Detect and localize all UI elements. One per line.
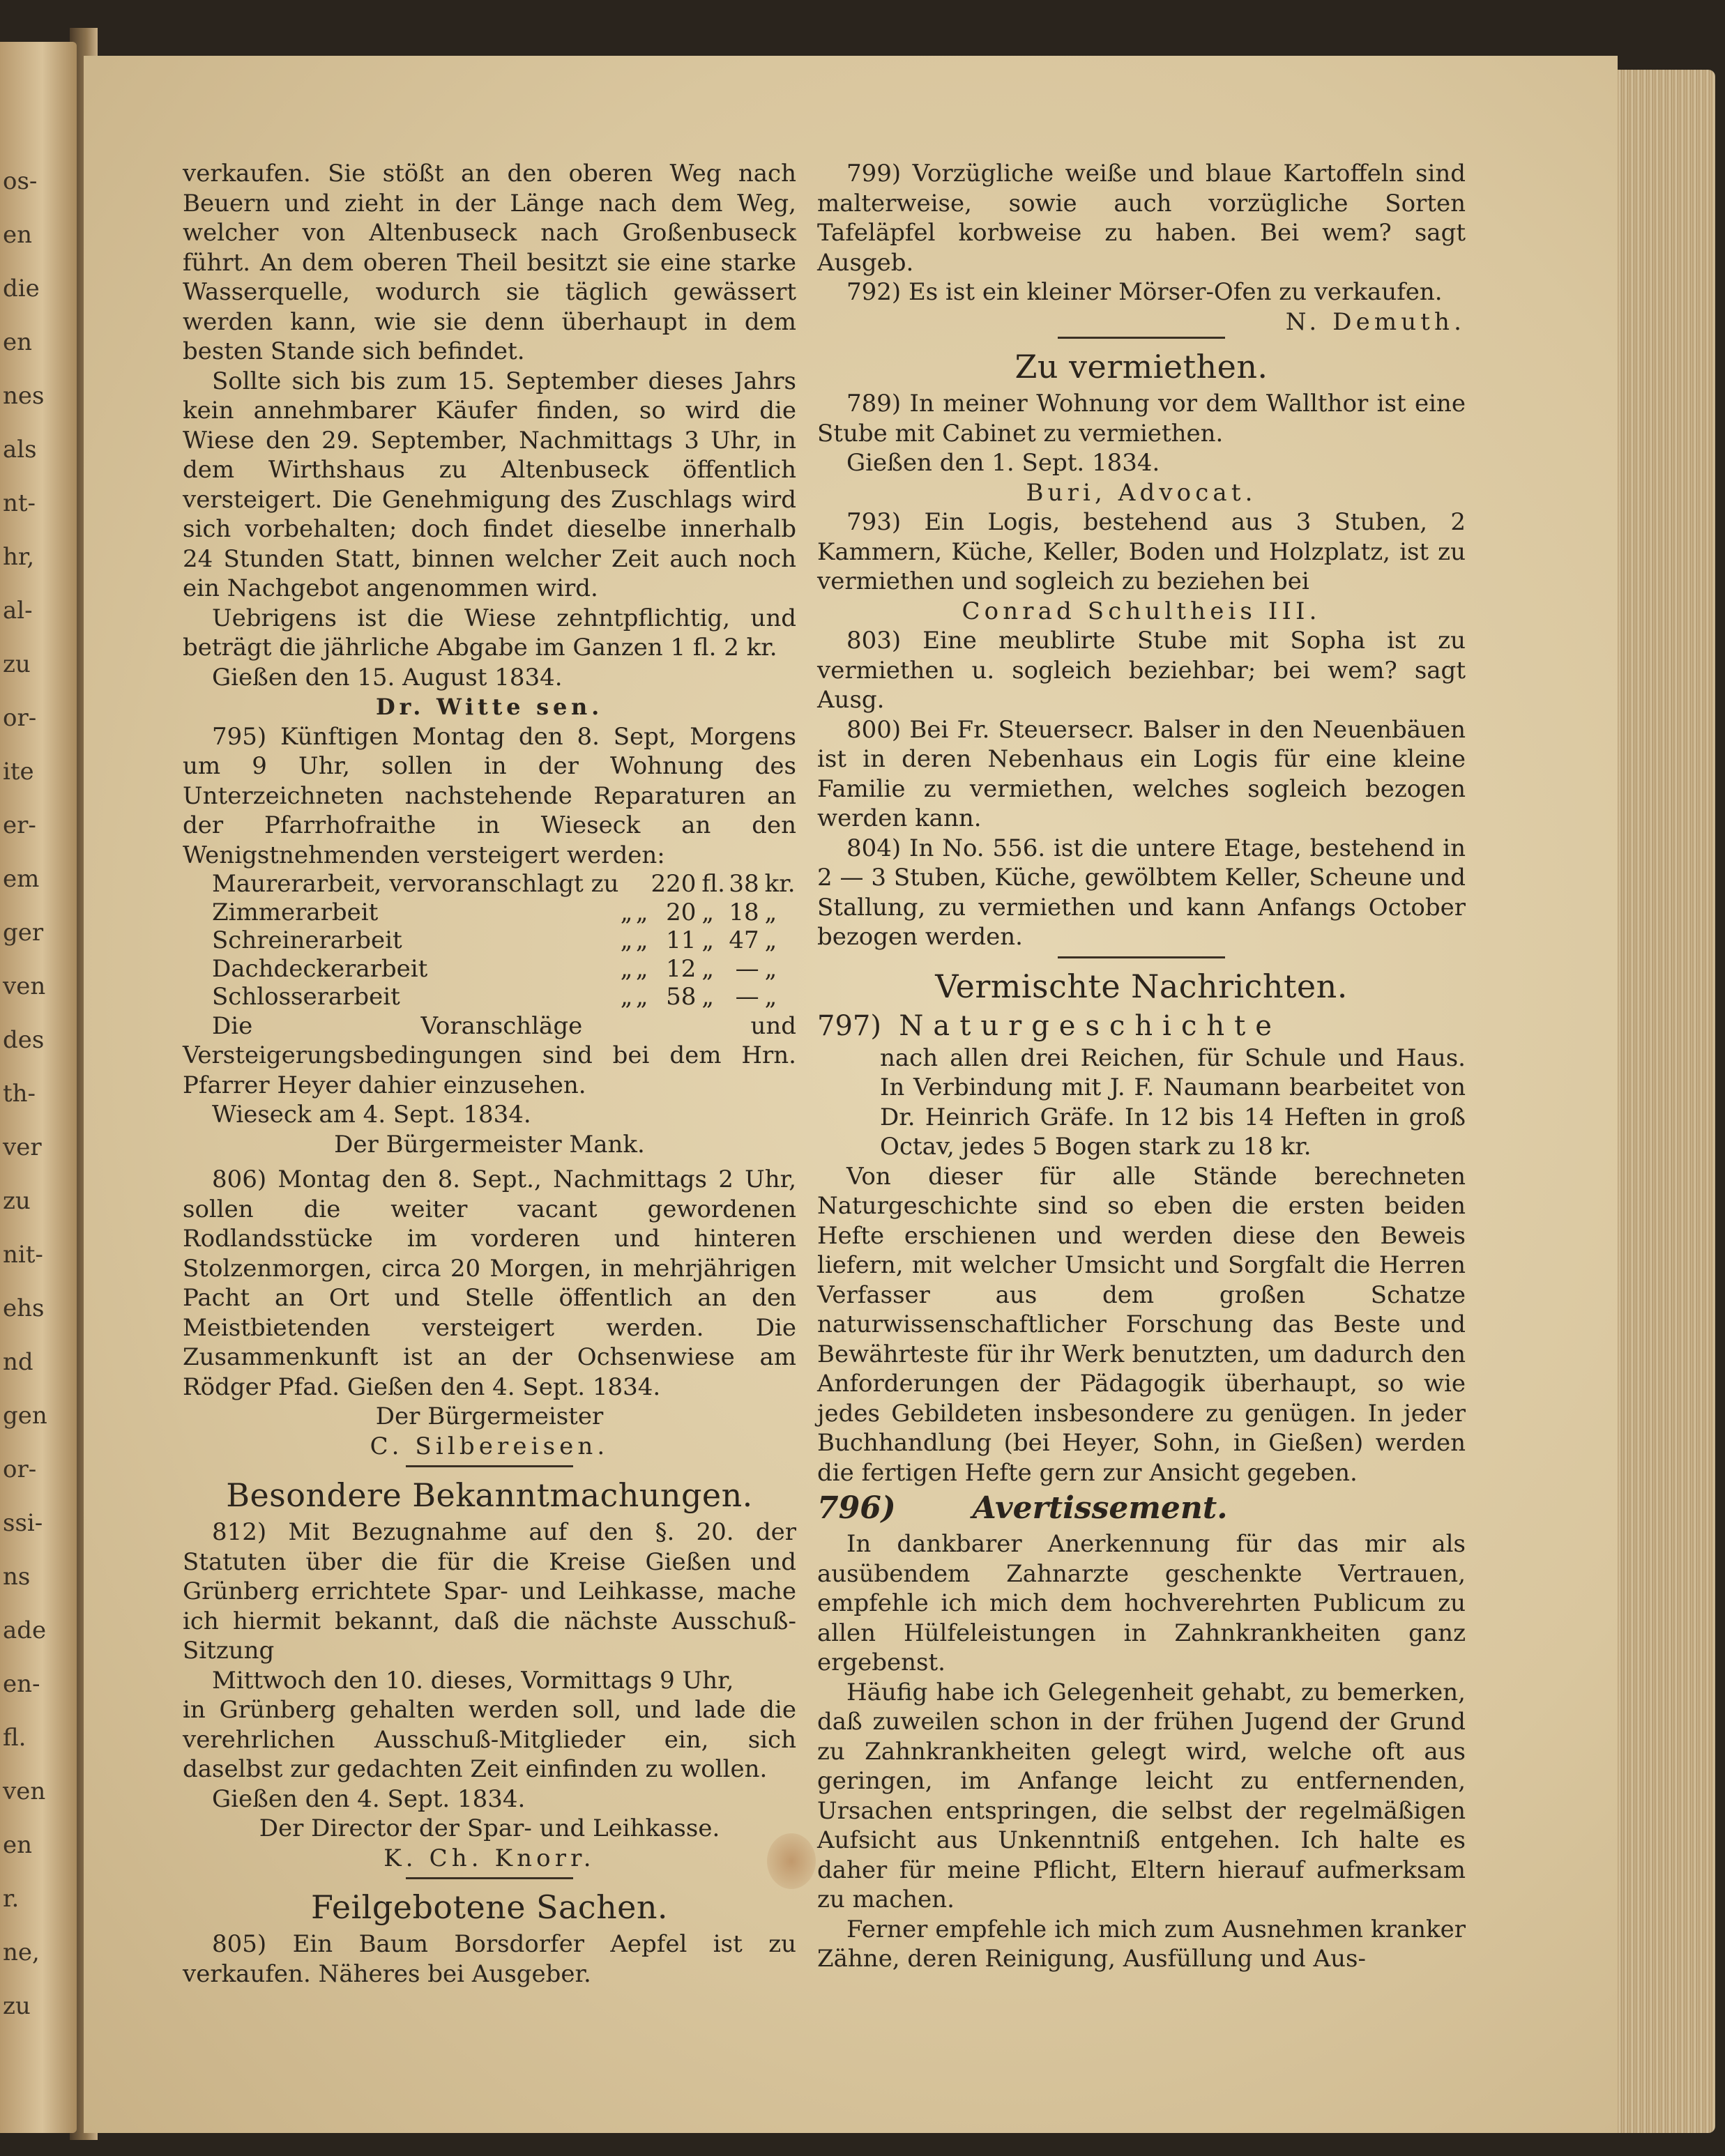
notice-806: 806) Montag den 8. Sept., Nachmittags 2 Uhr, sollen die weiter vacant gewordenen Rodlandsstücke im vorderen und hinteren Stolzenmorgen, circa 20 Morgen, in mehrjährigen Pacht an Ort und Stelle öffentlich an den Meistbietenden versteigert werden. Die Zusammenkunft ist an der Ochsenwiese am Rödger Pfad. Gießen den 4. Sept. 1834. bbox=[183, 1165, 796, 1401]
cost-cell-q2: „ bbox=[635, 983, 648, 1011]
date-line: Wieseck am 4. Sept. 1834. bbox=[212, 1101, 531, 1129]
cost-cell-kr: — bbox=[735, 983, 759, 1011]
notice-804: 804) In No. 556. ist die untere Etage, bestehend in 2 — 3 Stuben, Küche, gewölbtem Keller, Scheune und Stallung, zu vermiethen und kann Anfangs October bezogen werden. bbox=[817, 834, 1466, 951]
facing-page-fragment: zu bbox=[3, 650, 31, 678]
paragraph: Von dieser für alle Stände berechneten Naturgeschichte sind so eben die ersten beiden Hefte erschienen und werden diese den Beweis liefern, mit welcher Umsicht und Sorgfalt die Herren Verfasser aus dem großen Schatze naturwissenschaftlicher Forschung das Beste und Bewährteste für ihr Werk benutzten, um dadurch den Anforderungen der Pädagogik überhaupt, so wie jedes Gebildeten insbesondere zu genügen. In jeder Buchhandlung (bei Heyer, Sohn, in Gießen) werden die fertigen Hefte gern zur Ansicht gegeben. bbox=[817, 1162, 1466, 1487]
paragraph: in Grünberg gehalten werden soll, und lade die verehrlichen Ausschuß-Mitglieder ein, sich daselbst zur gedachten Zeit einfinden zu wollen. bbox=[183, 1696, 796, 1783]
facing-page-fragment: ger bbox=[3, 919, 44, 947]
facing-page-fragment: ssi- bbox=[3, 1509, 43, 1537]
facing-page-fragment: th- bbox=[3, 1080, 36, 1108]
facing-page-fragment: als bbox=[3, 436, 37, 464]
date-line: Gießen den 1. Sept. 1834. bbox=[846, 449, 1160, 477]
cost-cell-kr-unit: „ bbox=[764, 983, 777, 1011]
section-heading: Zu vermiethen. bbox=[1015, 348, 1268, 385]
facing-page-fragment: nt- bbox=[3, 489, 36, 517]
divider bbox=[1058, 337, 1225, 339]
facing-page-fragment: hr, bbox=[3, 543, 35, 571]
facing-page-fragment: al- bbox=[3, 597, 33, 625]
cost-cell-label: Dachdeckerarbeit bbox=[212, 954, 428, 983]
paragraph: verkaufen. Sie stößt an den oberen Weg nach Beuern und zieht in der Länge nach dem Weg, welcher von Altenbuseck nach Großenbuseck führt. An dem oberen Theil besitzt sie eine starke Wasserquelle, wodurch sie täglich gewässert werden kann, wie sie denn überhaupt in dem besten Stande sich befindet. bbox=[183, 160, 796, 365]
notice-799: 799) Vorzügliche weiße und blaue Kartoffeln sind malterweise, sowie auch vorzügliche Sorten Tafeläpfel korbweise zu haben. Bei wem? sagt Ausgeb. bbox=[817, 160, 1466, 277]
cost-cell-q1: „ bbox=[620, 983, 633, 1011]
paragraph: Ferner empfehle ich mich zum Ausnehmen kranker Zähne, deren Reinigung, Ausfüllung und Aus- bbox=[817, 1915, 1466, 1973]
cost-cell-q2: „ bbox=[635, 926, 648, 954]
facing-page-fragment: des bbox=[3, 1026, 45, 1054]
cost-cell-kr: 18 bbox=[729, 898, 759, 926]
notice-792: 792) Es ist ein kleiner Mörser-Ofen zu verkaufen. N. Demuth. bbox=[846, 278, 1466, 336]
cost-cell-q1 bbox=[618, 870, 634, 899]
cost-cell-q1: „ bbox=[620, 898, 633, 926]
cost-table bbox=[183, 870, 796, 1011]
divider bbox=[406, 1465, 573, 1467]
cost-cell-kr: 38 bbox=[729, 870, 759, 898]
cost-cell-fl: 20 bbox=[666, 898, 697, 926]
cost-cell-kr: — bbox=[735, 954, 759, 983]
facing-page-fragment: en bbox=[3, 221, 33, 249]
cost-row bbox=[183, 983, 796, 1011]
signature: C. Silbereisen. bbox=[370, 1432, 609, 1460]
notice-795: 795) Künftigen Montag den 8. Sept, Morgens um 9 Uhr, sollen in der Wohnung des Unterzeichneten nachstehende Reparaturen an der Pfarrhofraithe in Wieseck an den Wenigstnehmenden versteigert werden: bbox=[183, 722, 796, 869]
divider bbox=[1058, 956, 1225, 958]
signature: Dr. Witte sen. bbox=[376, 694, 603, 720]
left-column bbox=[183, 159, 796, 1989]
facing-page-fragment: or- bbox=[3, 1455, 37, 1483]
cost-cell-fl: 220 bbox=[651, 870, 697, 898]
notice-812: 812) Mit Bezugnahme auf den §. 20. der Statuten über die für die Kreise Gießen und Grünberg errichtete Spar- und Leihkasse, mache ich hiermit bekannt, daß die nächste Ausschuß-Sitzung bbox=[183, 1518, 796, 1665]
facing-page-fragment: ven bbox=[3, 972, 46, 1000]
cost-cell-fl-unit: „ bbox=[701, 926, 715, 954]
facing-page-fragment: die bbox=[3, 275, 40, 303]
facing-page-edge bbox=[0, 42, 77, 2133]
section-heading: Besondere Bekanntmachungen. bbox=[226, 1476, 753, 1514]
facing-page-fragment: er- bbox=[3, 811, 36, 839]
facing-page-fragment: fl. bbox=[3, 1724, 26, 1752]
section-heading: Vermischte Nachrichten. bbox=[935, 967, 1348, 1005]
facing-page-fragment: gen bbox=[3, 1402, 47, 1430]
right-column bbox=[817, 159, 1466, 1974]
avertissement-heading: 796) Avertissement. bbox=[817, 1490, 1228, 1526]
paragraph: In dankbarer Anerkennung für das mir als ausübendem Zahnarzte geschenkte Vertrauen, empfehle ich mich dem hochverehrten Publicum zu allen Hülfeleistungen in Zahnkrankheiten ganz ergebenst. bbox=[817, 1530, 1466, 1676]
facing-page-fragment: nit- bbox=[3, 1241, 43, 1269]
facing-page-fragment: ne, bbox=[3, 1939, 40, 1966]
facing-page-fragment: ns bbox=[3, 1563, 31, 1591]
facing-page-fragment: nd bbox=[3, 1348, 33, 1376]
cost-cell-kr-unit: kr. bbox=[764, 870, 796, 898]
cost-cell-label: Zimmerarbeit bbox=[212, 898, 379, 926]
paragraph: Mittwoch den 10. dieses, Vormittags 9 Uhr, bbox=[212, 1666, 734, 1695]
section-heading: Feilgebotene Sachen. bbox=[310, 1888, 669, 1926]
facing-page-fragment: or- bbox=[3, 704, 37, 732]
notice-789: 789) In meiner Wohnung vor dem Wallthor ist eine Stube mit Cabinet zu vermiethen. bbox=[817, 390, 1466, 448]
facing-page-fragment: ver bbox=[3, 1133, 42, 1161]
cost-cell-fl-unit: „ bbox=[701, 983, 715, 1011]
facing-page-fragment: en bbox=[3, 1831, 33, 1859]
cost-row bbox=[183, 899, 796, 927]
notice-805: 805) Ein Baum Borsdorfer Aepfel ist zu verkaufen. Näheres bei Ausgeber. bbox=[183, 1930, 796, 1988]
notice-803: 803) Eine meublirte Stube mit Sopha ist zu vermiethen u. sogleich beziehbar; bei wem? sagt Ausg. bbox=[817, 627, 1466, 714]
facing-page-fragment: ehs bbox=[3, 1294, 45, 1322]
paragraph: Die Voranschläge und Versteigerungsbedingungen sind bei dem Hrn. Pfarrer Heyer dahier einzusehen. bbox=[183, 1011, 796, 1099]
signature: K. Ch. Knorr. bbox=[383, 1844, 595, 1872]
facing-page-fragment: ite bbox=[3, 758, 34, 786]
paragraph: Häufig habe ich Gelegenheit gehabt, zu bemerken, daß zuweilen schon in der frühen Jugend der Grund zu Zahnkrankheiten gelegt wird, welche oft aus geringen, im Anfange leicht zu entfernenden, Ursachen entspringen, die selbst der regelmäßigen Aufsicht aus Unkenntniß entgehen. Ich halte es daher für meine Pflicht, Eltern hierauf aufmerksam zu machen. bbox=[817, 1678, 1466, 1913]
cost-cell-kr-unit: „ bbox=[764, 926, 777, 954]
cost-cell-q1: „ bbox=[620, 954, 633, 983]
signature: Der Bürgermeister Mank. bbox=[334, 1130, 645, 1159]
cost-cell-fl: 11 bbox=[666, 926, 697, 954]
cost-cell-fl: 58 bbox=[666, 983, 697, 1011]
cost-cell-fl: 12 bbox=[666, 954, 697, 983]
notice-800: 800) Bei Fr. Steuersecr. Balser in den Neuenbäuen ist in deren Nebenhaus ein Logis für eine kleine Familie zu vermiethen, welches sogleich bezogen werden kann. bbox=[817, 715, 1466, 832]
notice-793: 793) Ein Logis, bestehend aus 3 Stuben, 2 Kammern, Küche, Keller, Boden und Holzplatz, ist zu vermiethen und sogleich zu beziehen bei bbox=[817, 508, 1466, 595]
cost-cell-kr: 47 bbox=[729, 926, 759, 954]
cost-cell-kr-unit: „ bbox=[764, 898, 777, 926]
facing-page-fragment: en- bbox=[3, 1670, 40, 1698]
paragraph: Sollte sich bis zum 15. September dieses Jahrs kein annehmbarer Käufer finden, so wird die Wiese den 29. September, Nachmittags 3 Uhr, in dem Wirthshaus zu Altenbuseck öffentlich versteigert. Die Genehmigung des Zuschlags wird sich vorbehalten; doch findet dieselbe innerhalb 24 Stunden Statt, binnen welcher Zeit auch noch ein Nachgebot angenommen wird. bbox=[183, 367, 796, 602]
cost-row bbox=[183, 870, 796, 899]
cost-row bbox=[183, 955, 796, 984]
date-line: Gießen den 15. August 1834. bbox=[212, 663, 563, 691]
cost-cell-fl-unit: „ bbox=[701, 898, 715, 926]
cost-cell-q2: „ bbox=[635, 898, 648, 926]
facing-page-fragment: ven bbox=[3, 1777, 46, 1805]
facing-page-fragment: zu bbox=[3, 1187, 31, 1215]
cost-cell-kr-unit: „ bbox=[764, 954, 777, 983]
cost-cell-q2 bbox=[634, 870, 650, 899]
date-line: Gießen den 4. Sept. 1834. bbox=[212, 1784, 526, 1813]
cost-cell-label: Schreinerarbeit bbox=[212, 926, 402, 954]
cost-row bbox=[183, 926, 796, 955]
facing-page-fragment: os- bbox=[3, 167, 38, 195]
book-description: nach allen drei Reichen, für Schule und Haus. In Verbindung mit J. F. Naumann bearbeitet von Dr. Heinrich Gräfe. In 12 bis 14 Heften in groß Octav, jedes 5 Bogen stark zu 18 kr. bbox=[880, 1043, 1466, 1161]
cost-cell-fl-unit: fl. bbox=[701, 870, 725, 898]
divider bbox=[406, 1877, 573, 1879]
paragraph: Uebrigens ist die Wiese zehntpflichtig, und beträgt die jährliche Abgabe im Ganzen 1 fl. 2 kr. bbox=[183, 604, 796, 662]
cost-cell-label: Schlosserarbeit bbox=[212, 983, 400, 1011]
signature: Der Director der Spar- und Leihkasse. bbox=[259, 1814, 720, 1842]
signature: Conrad Schultheis III. bbox=[962, 597, 1321, 625]
facing-page-fragment: en bbox=[3, 328, 33, 356]
facing-page-fragment: r. bbox=[3, 1885, 20, 1913]
signature: Der Bürgermeister bbox=[375, 1402, 604, 1430]
facing-page-fragment: ade bbox=[3, 1616, 47, 1644]
facing-page-fragment: zu bbox=[3, 1992, 31, 2020]
cost-cell-label: Maurerarbeit, vervoranschlagt zu bbox=[212, 870, 619, 898]
cost-cell-q2: „ bbox=[635, 954, 648, 983]
book-title-line: 797) Naturgeschichte bbox=[817, 1009, 1282, 1042]
facing-page-fragment: em bbox=[3, 865, 40, 893]
facing-page-fragment: nes bbox=[3, 382, 45, 410]
signature: Buri, Advocat. bbox=[1026, 478, 1257, 507]
cost-cell-q1: „ bbox=[620, 926, 633, 954]
cost-cell-fl-unit: „ bbox=[701, 954, 715, 983]
